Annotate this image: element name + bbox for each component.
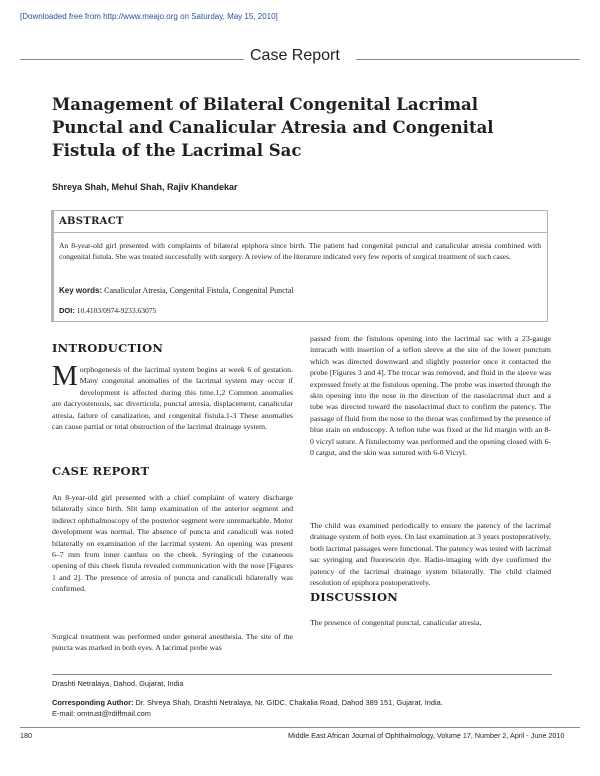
author-list: Shreya Shah, Mehul Shah, Rajiv Khandekar <box>52 182 238 192</box>
keywords-label: Key words: <box>59 286 103 295</box>
doi-value: 10.4103/0974-9233.63075 <box>74 306 157 315</box>
abstract-heading: ABSTRACT <box>59 216 124 227</box>
introduction-heading: INTRODUCTION <box>52 341 164 355</box>
section-label: Case Report <box>250 47 340 64</box>
discussion-heading: DISCUSSION <box>310 590 399 604</box>
doi <box>59 306 156 315</box>
case-report-para-2: Surgical treatment was performed under general anesthesia. The site of the puncta was marked in both eyes. A lacrimal probe was <box>52 632 293 653</box>
section-rule-right <box>356 59 580 60</box>
correspondence <box>52 697 552 708</box>
introduction-body: orphogenesis of the lacrimal system begins at week 6 of gestation. Many congenital anomalies of the lacrimal system may occur if development is affected during this time.1,2 Common anomalies are dacryostenosis, sac diverticula, punctal atresia, displacement, canalicular atresia, failure of canalization, and congenital fistula.1-3 These anomalies can cause partial or total obstruction of the lacrimal drainage system. <box>52 365 293 432</box>
correspondence-value: Dr. Shreya Shah, Drashti Netralaya, Nr. GIDC, Chakalia Road, Dahod 389 151, Gujarat, India. <box>133 698 443 707</box>
introduction-text <box>52 360 293 432</box>
page-number: 180 <box>20 731 32 740</box>
affiliation: Drashti Netralaya, Dahod, Gujarat, India <box>52 679 184 688</box>
discussion-text: The presence of congenital punctal, canalicular atresia, <box>310 618 482 627</box>
keywords-value: Canalicular Atresia, Congenital Fistula, Congenital Punctal <box>102 286 294 295</box>
correspondence-label: Corresponding Author: <box>52 698 134 707</box>
case-report-heading: CASE REPORT <box>52 464 150 478</box>
case-report-para-1: An 8-year-old girl presented with a chief complaint of watery discharge bilaterally since birth. Slit lamp examination of the anterior segment and indirect ophthalmoscopy of the posterior segment were unremarkable. Motor development was normal. The absence of puncta and canaliculi was noted bilaterally on examination of the lacrimal system. An opening was present 6–7 mm from inner canthus on the cheek. Syringing of the cutaneous opening of this cheek fistula revealed communication with the nose [Figures 1 and 2]. The presence of atresia of puncta and canaliculi bilaterally was confirmed. <box>52 493 293 594</box>
email: E-mail: omtrust@rdiffmail.com <box>52 709 151 718</box>
download-note: [Downloaded free from http://www.meajo.org on Saturday, May 15, 2010] <box>20 12 278 21</box>
case-report-right-para-2: The child was examined periodically to ensure the patency of the lacrimal drainage system of both eyes. On last examination at 3 years postoperatively, both lacrimal passages were functional. The patency was tested with lacrimal sac syringing and fluorescein dye. Radio-imaging with dye confirmed the patency of the lacrimal drainage system bilaterally. The child claimed resolution of epiphora postoperatively. <box>310 521 551 588</box>
footnote-rule <box>52 674 552 675</box>
dropcap: M <box>52 360 78 392</box>
keywords <box>59 286 541 295</box>
section-rule-left <box>20 59 244 60</box>
abstract-divider <box>54 232 548 233</box>
case-report-right-para-1: passed from the fistulous opening into the lacrimal sac with a 23-gauge intracath with insertion of a teflon sleeve at the site of the lower punctum which was directed downward and slightly posterior once it contacted the probe [Figures 3 and 4]. The trocar was removed, and fluid in the sleeve was expressed freely at the fistulous opening. The probe was inserted through the skin opening into the nose in the direction of the nasolacrimal duct and a tube was directed toward the nasolacrimal duct to confirm the patency. The passage of fluid from the nose to the throat was confirmed by the presence of blue stain on endoscopy. A teflon tube was fixed at the lid margin with an 8-0 vicryl suture. A fistulectomy was performed and the opening closed with 6-0 catgut, and the skin was sutured with 6-0 Vicryl. <box>310 334 551 458</box>
page-footer-rule <box>20 727 580 728</box>
journal-citation: Middle East African Journal of Ophthalmology, Volume 17, Number 2, April - June 2010 <box>288 731 565 740</box>
abstract-text: An 8-year-old girl presented with complaints of bilateral epiphora since birth. The patient had congenital punctal and canalicular atresia combined with congenital fistula. She was treated successfully with surgery. A review of the literature indicated very few reports of surgical treatment of such cases. <box>59 241 541 262</box>
article-title: Management of Bilateral Congenital Lacrimal Punctal and Canalicular Atresia and Congenital Fistula of the Lacrimal Sac <box>52 95 494 160</box>
doi-label: DOI: <box>59 306 75 315</box>
